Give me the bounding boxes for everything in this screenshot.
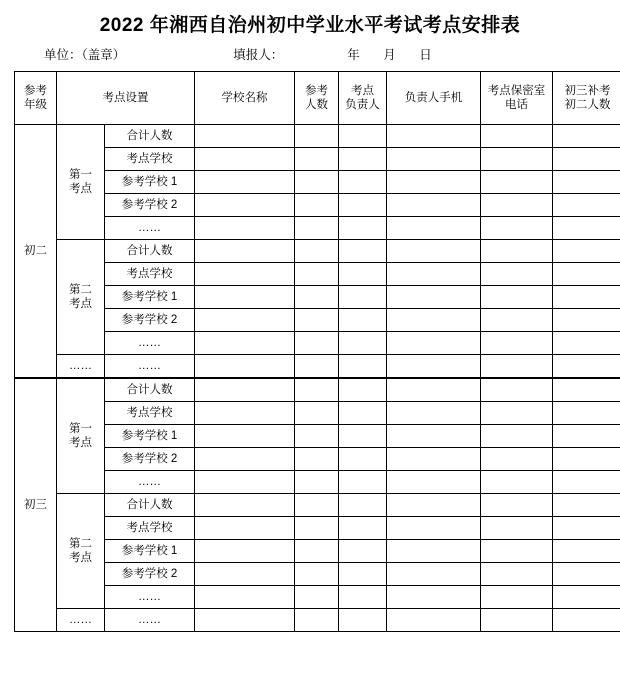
data-entry-cell[interactable] bbox=[553, 402, 620, 425]
data-entry-cell[interactable] bbox=[295, 194, 339, 217]
data-entry-cell[interactable] bbox=[339, 402, 387, 425]
data-entry-cell[interactable] bbox=[339, 425, 387, 448]
table-row bbox=[15, 240, 620, 263]
data-entry-cell[interactable] bbox=[387, 378, 481, 402]
row-label-cell: 参考学校 1 bbox=[105, 425, 195, 448]
data-entry-cell[interactable] bbox=[339, 263, 387, 286]
header-line-1: 考点保密室 bbox=[487, 84, 546, 97]
data-entry-cell[interactable] bbox=[195, 586, 295, 609]
data-entry-cell[interactable] bbox=[553, 148, 620, 171]
data-entry-cell[interactable] bbox=[339, 125, 387, 148]
data-entry-cell[interactable] bbox=[295, 240, 339, 263]
data-entry-cell[interactable] bbox=[387, 171, 481, 194]
data-entry-cell[interactable] bbox=[481, 263, 553, 286]
grade-cell: 初二 bbox=[15, 125, 57, 379]
data-entry-cell[interactable] bbox=[481, 217, 553, 240]
data-entry-cell[interactable] bbox=[295, 263, 339, 286]
data-entry-cell[interactable] bbox=[481, 171, 553, 194]
data-entry-cell[interactable] bbox=[295, 563, 339, 586]
data-entry-cell[interactable] bbox=[387, 494, 481, 517]
row-label-cell: 合计人数 bbox=[105, 125, 195, 148]
exam-site-line: 第二 bbox=[69, 283, 92, 296]
header-line-1: 参考 bbox=[24, 84, 47, 97]
exam-site-arrangement-table bbox=[14, 71, 620, 632]
exam-site-cell bbox=[57, 378, 105, 494]
data-entry-cell[interactable] bbox=[553, 194, 620, 217]
data-entry-cell[interactable] bbox=[481, 378, 553, 402]
data-entry-cell[interactable] bbox=[195, 609, 295, 632]
data-entry-cell[interactable] bbox=[195, 286, 295, 309]
data-entry-cell[interactable] bbox=[553, 563, 620, 586]
data-entry-cell[interactable] bbox=[481, 286, 553, 309]
data-entry-cell[interactable] bbox=[295, 471, 339, 494]
data-entry-cell[interactable] bbox=[387, 609, 481, 632]
data-entry-cell[interactable] bbox=[553, 263, 620, 286]
data-entry-cell[interactable] bbox=[387, 425, 481, 448]
data-entry-cell[interactable] bbox=[481, 355, 553, 379]
data-entry-cell[interactable] bbox=[387, 240, 481, 263]
data-entry-cell[interactable] bbox=[295, 378, 339, 402]
exam-site-line: 考点 bbox=[69, 552, 92, 564]
column-header-school-name: 学校名称 bbox=[195, 72, 295, 125]
data-entry-cell[interactable] bbox=[481, 586, 553, 609]
data-entry-cell[interactable] bbox=[339, 332, 387, 355]
row-label-cell: 参考学校 1 bbox=[105, 286, 195, 309]
data-entry-cell[interactable] bbox=[195, 148, 295, 171]
row-label-cell: …… bbox=[105, 609, 195, 632]
data-entry-cell[interactable] bbox=[553, 171, 620, 194]
data-entry-cell[interactable] bbox=[195, 540, 295, 563]
data-entry-cell[interactable] bbox=[295, 609, 339, 632]
row-label-cell: 参考学校 2 bbox=[105, 563, 195, 586]
column-header-site-manager bbox=[339, 72, 387, 125]
exam-site-cell bbox=[57, 609, 105, 632]
data-entry-cell[interactable] bbox=[387, 286, 481, 309]
data-entry-cell[interactable] bbox=[481, 148, 553, 171]
table-row bbox=[15, 263, 620, 286]
data-entry-cell[interactable] bbox=[481, 540, 553, 563]
data-entry-cell[interactable] bbox=[295, 309, 339, 332]
data-entry-cell[interactable] bbox=[295, 171, 339, 194]
data-entry-cell[interactable] bbox=[195, 171, 295, 194]
data-entry-cell[interactable] bbox=[481, 332, 553, 355]
data-entry-cell[interactable] bbox=[481, 471, 553, 494]
data-entry-cell[interactable] bbox=[339, 517, 387, 540]
table-row bbox=[15, 448, 620, 471]
data-entry-cell[interactable] bbox=[481, 609, 553, 632]
data-entry-cell[interactable] bbox=[481, 517, 553, 540]
data-entry-cell[interactable] bbox=[339, 148, 387, 171]
data-entry-cell[interactable] bbox=[295, 332, 339, 355]
exam-site-cell bbox=[57, 125, 105, 240]
data-entry-cell[interactable] bbox=[387, 194, 481, 217]
data-entry-cell[interactable] bbox=[295, 517, 339, 540]
header-line-2: 人数 bbox=[305, 99, 328, 111]
data-entry-cell[interactable] bbox=[387, 471, 481, 494]
row-label-cell: 参考学校 2 bbox=[105, 448, 195, 471]
row-label-cell: 考点学校 bbox=[105, 148, 195, 171]
table-row bbox=[15, 217, 620, 240]
table-row bbox=[15, 609, 620, 632]
data-entry-cell[interactable] bbox=[481, 494, 553, 517]
data-entry-cell[interactable] bbox=[295, 286, 339, 309]
data-entry-cell[interactable] bbox=[339, 171, 387, 194]
header-line-1: 参考 bbox=[305, 84, 328, 97]
table-row bbox=[15, 148, 620, 171]
data-entry-cell[interactable] bbox=[481, 425, 553, 448]
data-entry-cell[interactable] bbox=[339, 240, 387, 263]
data-entry-cell[interactable] bbox=[339, 194, 387, 217]
data-entry-cell[interactable] bbox=[195, 309, 295, 332]
data-entry-cell[interactable] bbox=[481, 194, 553, 217]
row-label-cell: …… bbox=[105, 217, 195, 240]
row-label-cell: …… bbox=[105, 471, 195, 494]
table-row bbox=[15, 286, 620, 309]
column-header-manager-phone: 负责人手机 bbox=[387, 72, 481, 125]
table-row bbox=[15, 378, 620, 402]
table-row bbox=[15, 494, 620, 517]
data-entry-cell[interactable] bbox=[553, 609, 620, 632]
exam-site-cell bbox=[57, 494, 105, 609]
table-row bbox=[15, 563, 620, 586]
exam-site-line: …… bbox=[69, 613, 92, 626]
table-row bbox=[15, 125, 620, 148]
row-label-cell: …… bbox=[105, 332, 195, 355]
data-entry-cell[interactable] bbox=[481, 240, 553, 263]
data-entry-cell[interactable] bbox=[387, 332, 481, 355]
data-entry-cell[interactable] bbox=[195, 402, 295, 425]
table-row bbox=[15, 471, 620, 494]
data-entry-cell[interactable] bbox=[339, 609, 387, 632]
exam-site-cell bbox=[57, 355, 105, 379]
data-entry-cell[interactable] bbox=[387, 402, 481, 425]
data-entry-cell[interactable] bbox=[195, 217, 295, 240]
header-line-1: 考点 bbox=[351, 84, 374, 97]
data-entry-cell[interactable] bbox=[387, 125, 481, 148]
data-entry-cell[interactable] bbox=[387, 263, 481, 286]
meta-date: 年 月 日 bbox=[347, 48, 442, 62]
header-line-2: 负责人 bbox=[345, 99, 380, 111]
row-label-cell: 参考学校 1 bbox=[105, 171, 195, 194]
exam-site-line: 第二 bbox=[69, 537, 92, 550]
data-entry-cell[interactable] bbox=[195, 471, 295, 494]
column-header-secrecy-room-phone bbox=[481, 72, 553, 125]
data-entry-cell[interactable] bbox=[295, 217, 339, 240]
data-entry-cell[interactable] bbox=[295, 125, 339, 148]
data-entry-cell[interactable] bbox=[295, 425, 339, 448]
data-entry-cell[interactable] bbox=[481, 563, 553, 586]
data-entry-cell[interactable] bbox=[553, 378, 620, 402]
table-row bbox=[15, 332, 620, 355]
data-entry-cell[interactable] bbox=[387, 448, 481, 471]
data-entry-cell[interactable] bbox=[195, 332, 295, 355]
data-entry-cell[interactable] bbox=[339, 286, 387, 309]
header-line-1: 初三补考 bbox=[564, 84, 611, 97]
data-entry-cell[interactable] bbox=[339, 217, 387, 240]
row-label-cell: …… bbox=[105, 586, 195, 609]
exam-site-line: …… bbox=[69, 359, 92, 372]
header-line-2: 年级 bbox=[24, 99, 47, 111]
column-header-site-setup: 考点设置 bbox=[57, 72, 195, 125]
data-entry-cell[interactable] bbox=[553, 217, 620, 240]
table-row bbox=[15, 517, 620, 540]
meta-reporter: 填报人： bbox=[233, 48, 284, 62]
row-label-cell: 考点学校 bbox=[105, 402, 195, 425]
data-entry-cell[interactable] bbox=[387, 517, 481, 540]
data-entry-cell[interactable] bbox=[295, 402, 339, 425]
page-title: 2022 年湘西自治州初中学业水平考试考点安排表 bbox=[99, 15, 521, 36]
column-header-grade bbox=[15, 72, 57, 125]
row-label-cell: 合计人数 bbox=[105, 240, 195, 263]
data-entry-cell[interactable] bbox=[195, 448, 295, 471]
data-entry-cell[interactable] bbox=[295, 355, 339, 379]
row-label-cell: 参考学校 2 bbox=[105, 194, 195, 217]
data-entry-cell[interactable] bbox=[387, 355, 481, 379]
column-header-grade8-makeup-count bbox=[553, 72, 620, 125]
row-label-cell: …… bbox=[105, 355, 195, 379]
header-line-2: 初二人数 bbox=[564, 99, 611, 111]
table-row bbox=[15, 355, 620, 379]
exam-site-line: 考点 bbox=[69, 183, 92, 195]
row-label-cell: 合计人数 bbox=[105, 494, 195, 517]
data-entry-cell[interactable] bbox=[295, 540, 339, 563]
table-row bbox=[15, 309, 620, 332]
data-entry-cell[interactable] bbox=[195, 563, 295, 586]
data-entry-cell[interactable] bbox=[295, 494, 339, 517]
table-row bbox=[15, 586, 620, 609]
data-entry-cell[interactable] bbox=[481, 309, 553, 332]
data-entry-cell[interactable] bbox=[553, 586, 620, 609]
data-entry-cell[interactable] bbox=[481, 402, 553, 425]
header-row bbox=[15, 72, 620, 125]
table-row bbox=[15, 402, 620, 425]
data-entry-cell[interactable] bbox=[295, 586, 339, 609]
data-entry-cell[interactable] bbox=[339, 309, 387, 332]
meta-unit: 单位：（盖章） bbox=[44, 48, 126, 62]
data-entry-cell[interactable] bbox=[553, 332, 620, 355]
exam-site-line: 考点 bbox=[69, 437, 92, 449]
data-entry-cell[interactable] bbox=[481, 125, 553, 148]
grade-cell: 初三 bbox=[15, 378, 57, 632]
data-entry-cell[interactable] bbox=[295, 448, 339, 471]
data-entry-cell[interactable] bbox=[553, 125, 620, 148]
data-entry-cell[interactable] bbox=[339, 471, 387, 494]
data-entry-cell[interactable] bbox=[387, 586, 481, 609]
data-entry-cell[interactable] bbox=[339, 448, 387, 471]
data-entry-cell[interactable] bbox=[295, 148, 339, 171]
data-entry-cell[interactable] bbox=[339, 355, 387, 379]
data-entry-cell[interactable] bbox=[195, 125, 295, 148]
data-entry-cell[interactable] bbox=[195, 425, 295, 448]
data-entry-cell[interactable] bbox=[195, 378, 295, 402]
data-entry-cell[interactable] bbox=[387, 217, 481, 240]
data-entry-cell[interactable] bbox=[553, 240, 620, 263]
data-entry-cell[interactable] bbox=[553, 286, 620, 309]
meta-row bbox=[14, 45, 606, 71]
exam-site-cell bbox=[57, 240, 105, 355]
table-row bbox=[15, 425, 620, 448]
row-label-cell: 考点学校 bbox=[105, 517, 195, 540]
table-row bbox=[15, 194, 620, 217]
data-entry-cell[interactable] bbox=[195, 194, 295, 217]
table-header bbox=[15, 72, 620, 125]
row-label-cell: 参考学校 1 bbox=[105, 540, 195, 563]
table-row bbox=[15, 171, 620, 194]
data-entry-cell[interactable] bbox=[387, 540, 481, 563]
data-entry-cell[interactable] bbox=[339, 540, 387, 563]
data-entry-cell[interactable] bbox=[195, 494, 295, 517]
data-entry-cell[interactable] bbox=[387, 309, 481, 332]
row-label-cell: 合计人数 bbox=[105, 378, 195, 402]
data-entry-cell[interactable] bbox=[553, 425, 620, 448]
data-entry-cell[interactable] bbox=[553, 355, 620, 379]
column-header-candidate-count bbox=[295, 72, 339, 125]
data-entry-cell[interactable] bbox=[387, 148, 481, 171]
data-entry-cell[interactable] bbox=[195, 517, 295, 540]
row-label-cell: 考点学校 bbox=[105, 263, 195, 286]
data-entry-cell[interactable] bbox=[553, 471, 620, 494]
data-entry-cell[interactable] bbox=[339, 378, 387, 402]
table-body bbox=[15, 125, 620, 632]
data-entry-cell[interactable] bbox=[339, 563, 387, 586]
header-line-2: 电话 bbox=[505, 99, 528, 111]
data-entry-cell[interactable] bbox=[553, 540, 620, 563]
data-entry-cell[interactable] bbox=[195, 263, 295, 286]
exam-site-line: 考点 bbox=[69, 298, 92, 310]
data-entry-cell[interactable] bbox=[339, 586, 387, 609]
data-entry-cell[interactable] bbox=[481, 448, 553, 471]
data-entry-cell[interactable] bbox=[339, 494, 387, 517]
data-entry-cell[interactable] bbox=[387, 563, 481, 586]
data-entry-cell[interactable] bbox=[553, 448, 620, 471]
exam-site-line: 第一 bbox=[69, 168, 92, 181]
row-label-cell: 参考学校 2 bbox=[105, 309, 195, 332]
data-entry-cell[interactable] bbox=[553, 309, 620, 332]
table-row bbox=[15, 540, 620, 563]
data-entry-cell[interactable] bbox=[553, 494, 620, 517]
data-entry-cell[interactable] bbox=[195, 355, 295, 379]
data-entry-cell[interactable] bbox=[553, 517, 620, 540]
exam-site-line: 第一 bbox=[69, 422, 92, 435]
data-entry-cell[interactable] bbox=[195, 240, 295, 263]
